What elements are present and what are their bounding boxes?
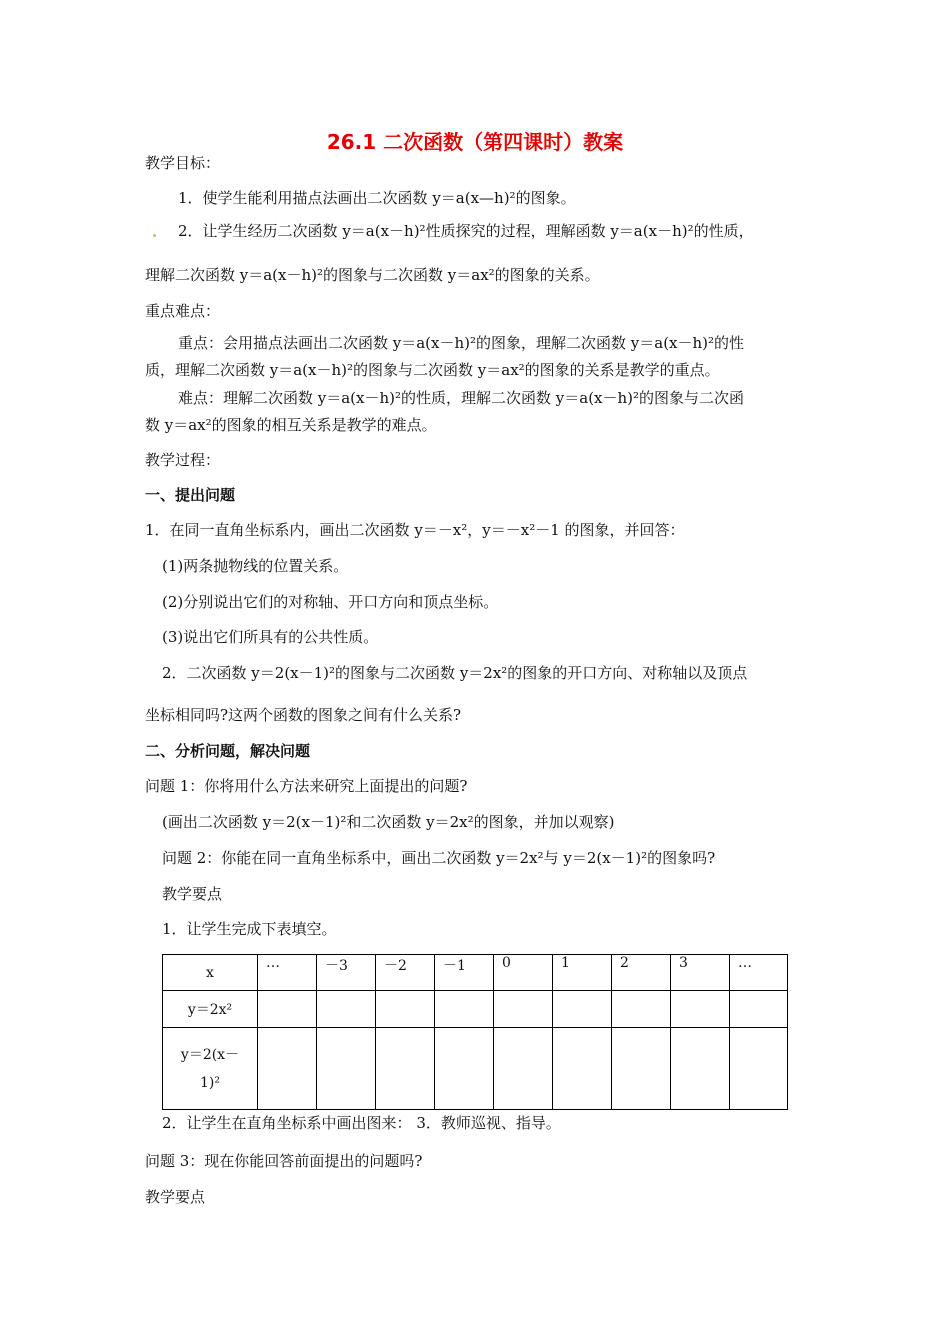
stray-dot <box>153 234 156 237</box>
table-cell <box>317 991 376 1028</box>
step-2-and-3: 2．让学生在直角坐标系中画出图来： 3．教师巡视、指导。 <box>162 1114 561 1132</box>
row-label-y-2x-1-2 <box>163 1028 258 1110</box>
table-cell <box>553 991 612 1028</box>
question-1-b: (2)分别说出它们的对称轴、开口方向和顶点坐标。 <box>162 593 499 611</box>
table-cell <box>435 1028 494 1110</box>
table-header-cell: … <box>258 955 317 991</box>
row-label-part-1: y＝2(x－ <box>180 1046 240 1063</box>
key-line-2: 质，理解二次函数 y＝a(x－h)²的图象与二次函数 y＝ax²的图象的关系是教学的重点。 <box>145 361 720 379</box>
table-cell <box>376 1028 435 1110</box>
goal-1: 1．使学生能利用描点法画出二次函数 y＝a(x—h)²的图象。 <box>178 189 576 207</box>
problem-1-answer: (画出二次函数 y＝2(x－1)²和二次函数 y＝2x²的图象，并加以观察) <box>162 813 615 831</box>
table-cell <box>612 1028 671 1110</box>
row-label-y-2x2: y＝2x² <box>163 991 258 1028</box>
table-header-cell: 3 <box>671 955 730 991</box>
step-1: 1．让学生完成下表填空。 <box>162 920 337 938</box>
problem-2: 问题 2：你能在同一直角坐标系中，画出二次函数 y＝2x²与 y＝2(x－1)²的图象吗? <box>162 849 716 867</box>
table-header-row <box>163 955 788 991</box>
table-cell <box>435 991 494 1028</box>
table-header-cell: 1 <box>553 955 612 991</box>
part-1-heading: 一、提出问题 <box>145 486 236 504</box>
question-1-c: (3)说出它们所具有的公共性质。 <box>162 628 379 646</box>
page-title: 26.1 二次函数（第四课时）教案 <box>326 130 624 154</box>
table-header-cell: －2 <box>376 955 435 991</box>
question-2-line-1: 2．二次函数 y＝2(x－1)²的图象与二次函数 y＝2x²的图象的开口方向、对称轴以及顶点 <box>162 664 748 682</box>
process-heading: 教学过程： <box>145 451 221 469</box>
table-header-cell: －3 <box>317 955 376 991</box>
table-cell <box>671 1028 730 1110</box>
key-heading: 重点难点： <box>145 302 221 320</box>
problem-1: 问题 1：你将用什么方法来研究上面提出的问题? <box>145 777 468 795</box>
part-2-heading: 二、分析问题，解决问题 <box>145 742 311 760</box>
table-cell <box>730 991 788 1028</box>
table-row <box>163 1028 788 1110</box>
table-cell <box>494 991 553 1028</box>
question-1-a: (1)两条抛物线的位置关系。 <box>162 557 349 575</box>
table-header-cell: … <box>730 955 788 991</box>
goal-2-line-2: 理解二次函数 y＝a(x－h)²的图象与二次函数 y＝ax²的图象的关系。 <box>145 266 600 284</box>
table-cell <box>258 1028 317 1110</box>
value-table <box>162 954 788 1110</box>
table-cell <box>730 1028 788 1110</box>
table-cell <box>317 1028 376 1110</box>
goals-heading: 教学目标： <box>145 154 221 172</box>
table-header-cell: 0 <box>494 955 553 991</box>
key-line-1: 重点：会用描点法画出二次函数 y＝a(x－h)²的图象，理解二次函数 y＝a(x－h)²的性 <box>178 334 745 352</box>
teaching-points-2: 教学要点 <box>145 1188 206 1206</box>
table-header-cell: －1 <box>435 955 494 991</box>
table-cell <box>258 991 317 1028</box>
table-header-cell: x <box>163 955 258 991</box>
table-cell <box>376 991 435 1028</box>
diff-line-1: 难点：理解二次函数 y＝a(x－h)²的性质，理解二次函数 y＝a(x－h)²的图象与二次函 <box>178 389 745 407</box>
diff-line-2: 数 y＝ax²的图象的相互关系是教学的难点。 <box>145 416 437 434</box>
table-cell <box>612 991 671 1028</box>
teaching-points-1: 教学要点 <box>162 885 223 903</box>
table-cell <box>494 1028 553 1110</box>
goal-2-line-1: 2．让学生经历二次函数 y＝a(x－h)²性质探究的过程，理解函数 y＝a(x－h)²的性质， <box>178 222 754 240</box>
table-header-cell: 2 <box>612 955 671 991</box>
table-cell <box>553 1028 612 1110</box>
table-cell <box>671 991 730 1028</box>
question-1: 1．在同一直角坐标系内，画出二次函数 y＝－x²，y＝－x²－1 的图象，并回答： <box>145 521 685 539</box>
question-2-line-2: 坐标相同吗?这两个函数的图象之间有什么关系? <box>145 706 462 724</box>
table-row <box>163 991 788 1028</box>
row-label-part-2: 1)² <box>200 1074 220 1091</box>
problem-3: 问题 3：现在你能回答前面提出的问题吗? <box>145 1152 423 1170</box>
